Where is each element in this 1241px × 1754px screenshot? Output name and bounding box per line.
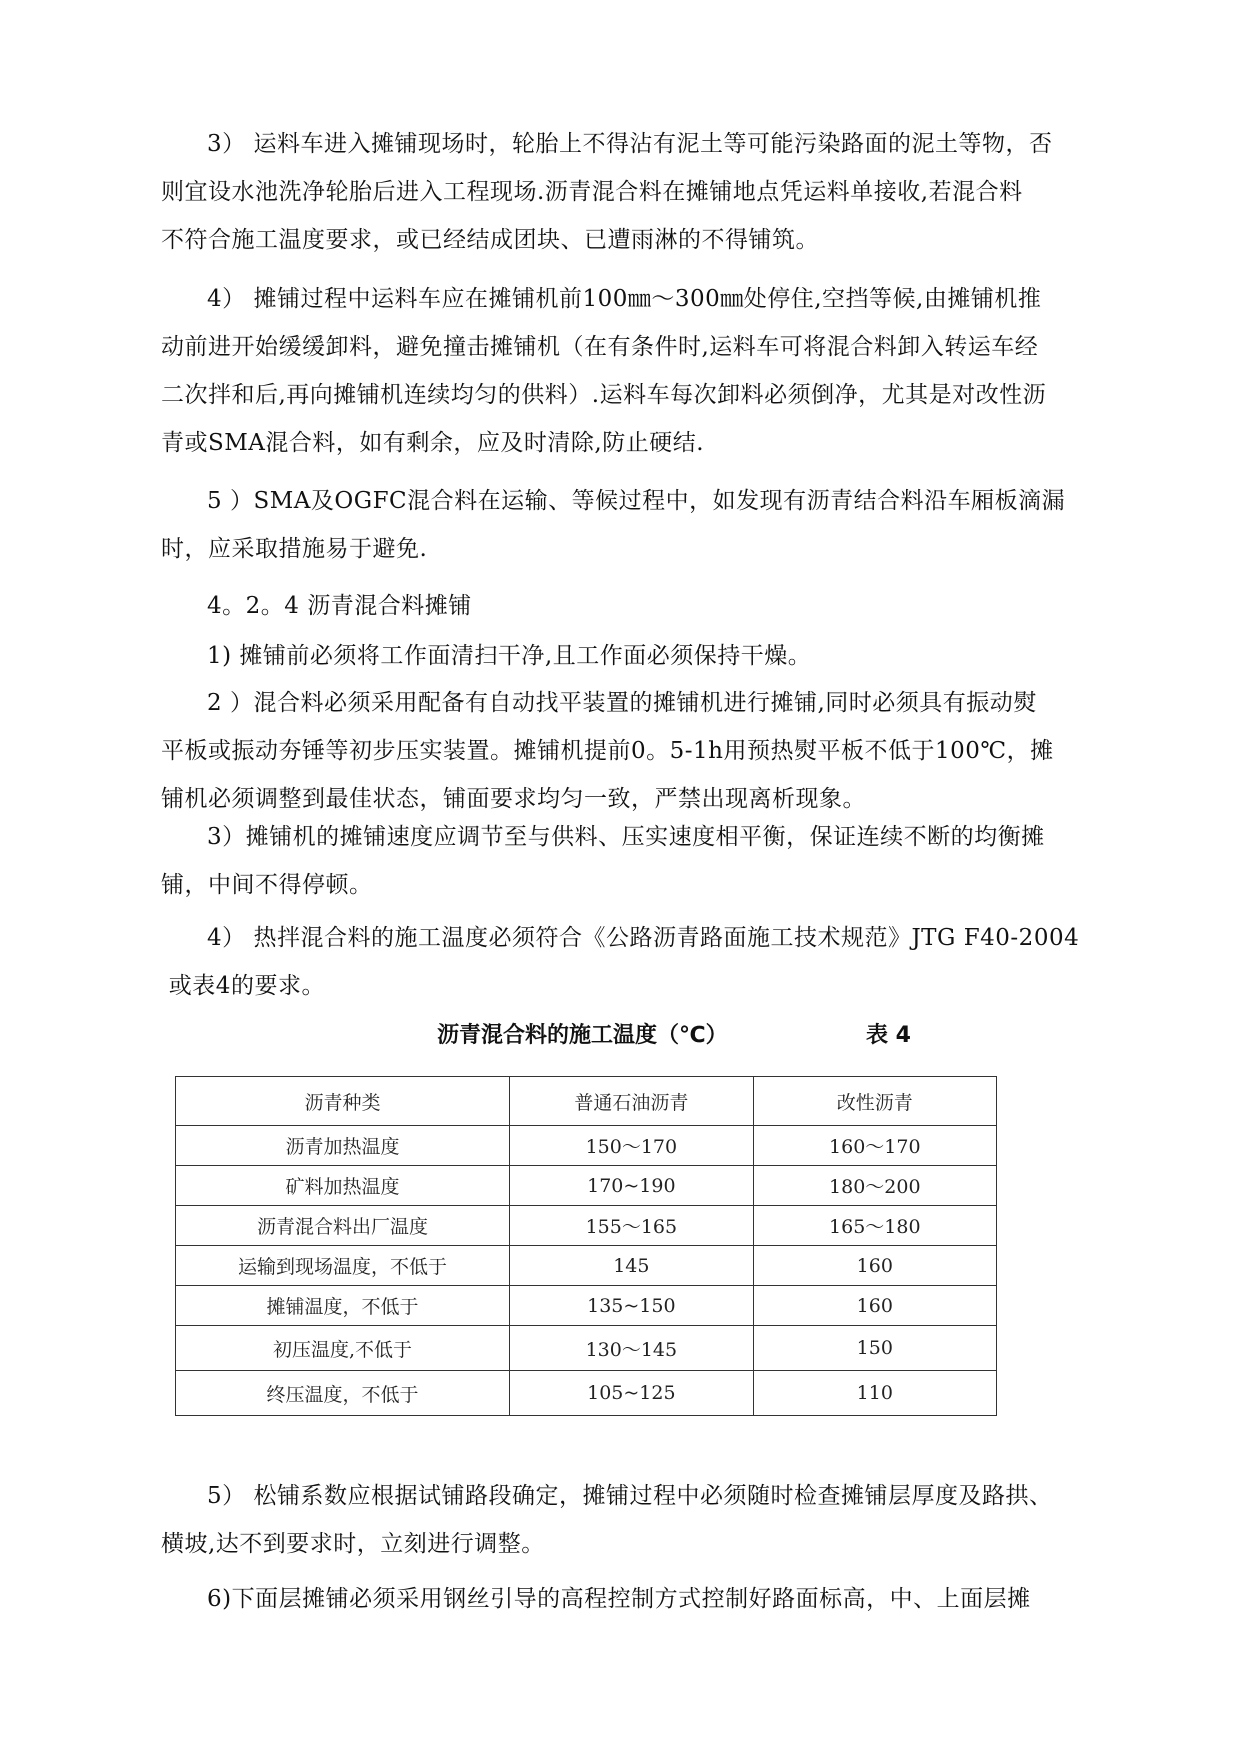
table-number: 表 4: [866, 1023, 911, 1048]
step-5: [161, 1472, 1093, 1568]
text-line: 2 ）混合料必须采用配备有自动找平装置的摊铺机进行摊铺,同时必须具有振动熨: [207, 690, 1037, 716]
modified-value: 160～170: [753, 1126, 996, 1166]
paragraph-4: [161, 275, 1093, 467]
text-line: 二次拌和后,再向摊铺机连续均匀的供料）.运料车每次卸料必须倒净，尤其是对改性沥: [161, 382, 1047, 408]
table-title: [0, 1010, 1241, 1054]
text-line: 横坡,达不到要求时，立刻进行调整。: [161, 1531, 545, 1557]
text-line: 或表4的要求。: [161, 973, 325, 999]
ordinary-value: 170~190: [510, 1166, 754, 1206]
text-line: 4） 摊铺过程中运料车应在摊铺机前100㎜～300㎜处停住,空挡等候,由摊铺机推: [207, 286, 1042, 312]
step-2: [161, 679, 1093, 823]
header-ordinary-asphalt: 普通石油沥青: [510, 1077, 754, 1126]
row-label: 沥青混合料出厂温度: [176, 1206, 510, 1246]
text-line: 3）摊铺机的摊铺速度应调节至与供料、压实速度相平衡，保证连续不断的均衡摊: [207, 824, 1045, 850]
text-line: 5） 松铺系数应根据试铺路段确定，摊铺过程中必须随时检查摊铺层厚度及路拱、: [207, 1483, 1053, 1509]
table-row: [176, 1286, 997, 1326]
modified-value: 160: [753, 1246, 996, 1286]
header-asphalt-type: 沥青种类: [176, 1077, 510, 1126]
table-row: [176, 1246, 997, 1286]
text-line: 4） 热拌混合料的施工温度必须符合《公路沥青路面施工技术规范》JTG F40-2004: [207, 925, 1080, 951]
header-modified-asphalt: 改性沥青: [753, 1077, 996, 1126]
table-row: [176, 1166, 997, 1206]
ordinary-value: 155～165: [510, 1206, 754, 1246]
section-heading: [161, 582, 1093, 630]
table-header-row: [176, 1077, 997, 1126]
table-caption: 沥青混合料的施工温度（℃）: [437, 1023, 728, 1048]
text-line: 平板或振动夯锤等初步压实装置。摊铺机提前0。5-1h用预热熨平板不低于100℃，摊: [161, 738, 1054, 764]
text-line: 5 ）SMA及OGFC混合料在运输、等候过程中，如发现有沥青结合料沿车厢板滴漏: [207, 488, 1066, 514]
text-line: 铺机必须调整到最佳状态，铺面要求均匀一致，严禁出现离析现象。: [161, 786, 866, 812]
row-label: 沥青加热温度: [176, 1126, 510, 1166]
row-label: 摊铺温度，不低于: [176, 1286, 510, 1326]
paragraph-5: [161, 477, 1093, 573]
modified-value: 160: [753, 1286, 996, 1326]
modified-value: 110: [753, 1371, 996, 1416]
ordinary-value: 150～170: [510, 1126, 754, 1166]
ordinary-value: 105~125: [510, 1371, 754, 1416]
paragraph-3: [161, 120, 1093, 264]
modified-value: 180～200: [753, 1166, 996, 1206]
row-label: 矿料加热温度: [176, 1166, 510, 1206]
text-line: 则宜设水池洗净轮胎后进入工程现场.沥青混合料在摊铺地点凭运料单接收,若混合料: [161, 179, 1023, 205]
text-line: 时，应采取措施易于避免.: [161, 536, 428, 562]
table-row: [176, 1126, 997, 1166]
step-3: [161, 813, 1093, 909]
ordinary-value: 135~150: [510, 1286, 754, 1326]
table-row: [176, 1326, 997, 1371]
table-row: [176, 1206, 997, 1246]
temperature-table: [175, 1076, 997, 1416]
text-line: 3） 运料车进入摊铺现场时，轮胎上不得沾有泥土等可能污染路面的泥土等物，否: [207, 131, 1053, 157]
ordinary-value: 145: [510, 1246, 754, 1286]
modified-value: 165～180: [753, 1206, 996, 1246]
modified-value: 150: [753, 1326, 996, 1371]
row-label: 初压温度,不低于: [176, 1326, 510, 1371]
row-label: 终压温度，不低于: [176, 1371, 510, 1416]
step-1: [161, 632, 1093, 680]
text-line: 1) 摊铺前必须将工作面清扫干净,且工作面必须保持干燥。: [207, 643, 812, 669]
ordinary-value: 130～145: [510, 1326, 754, 1371]
text-line: 不符合施工温度要求，或已经结成团块、已遭雨淋的不得铺筑。: [161, 227, 819, 253]
text-line: 动前进开始缓缓卸料，避免撞击摊铺机（在有条件时,运料车可将混合料卸入转运车经: [161, 334, 1039, 360]
row-label: 运输到现场温度，不低于: [176, 1246, 510, 1286]
text-line: 6)下面层摊铺必须采用钢丝引导的高程控制方式控制好路面标高，中、上面层摊: [207, 1586, 1031, 1612]
step-4: [161, 914, 1093, 1010]
text-line: 铺，中间不得停顿。: [161, 872, 373, 898]
step-6: [161, 1575, 1093, 1623]
section-title: 4。2。4 沥青混合料摊铺: [207, 593, 472, 619]
text-line: 青或SMA混合料，如有剩余，应及时清除,防止硬结.: [161, 430, 705, 456]
table-row: [176, 1371, 997, 1416]
